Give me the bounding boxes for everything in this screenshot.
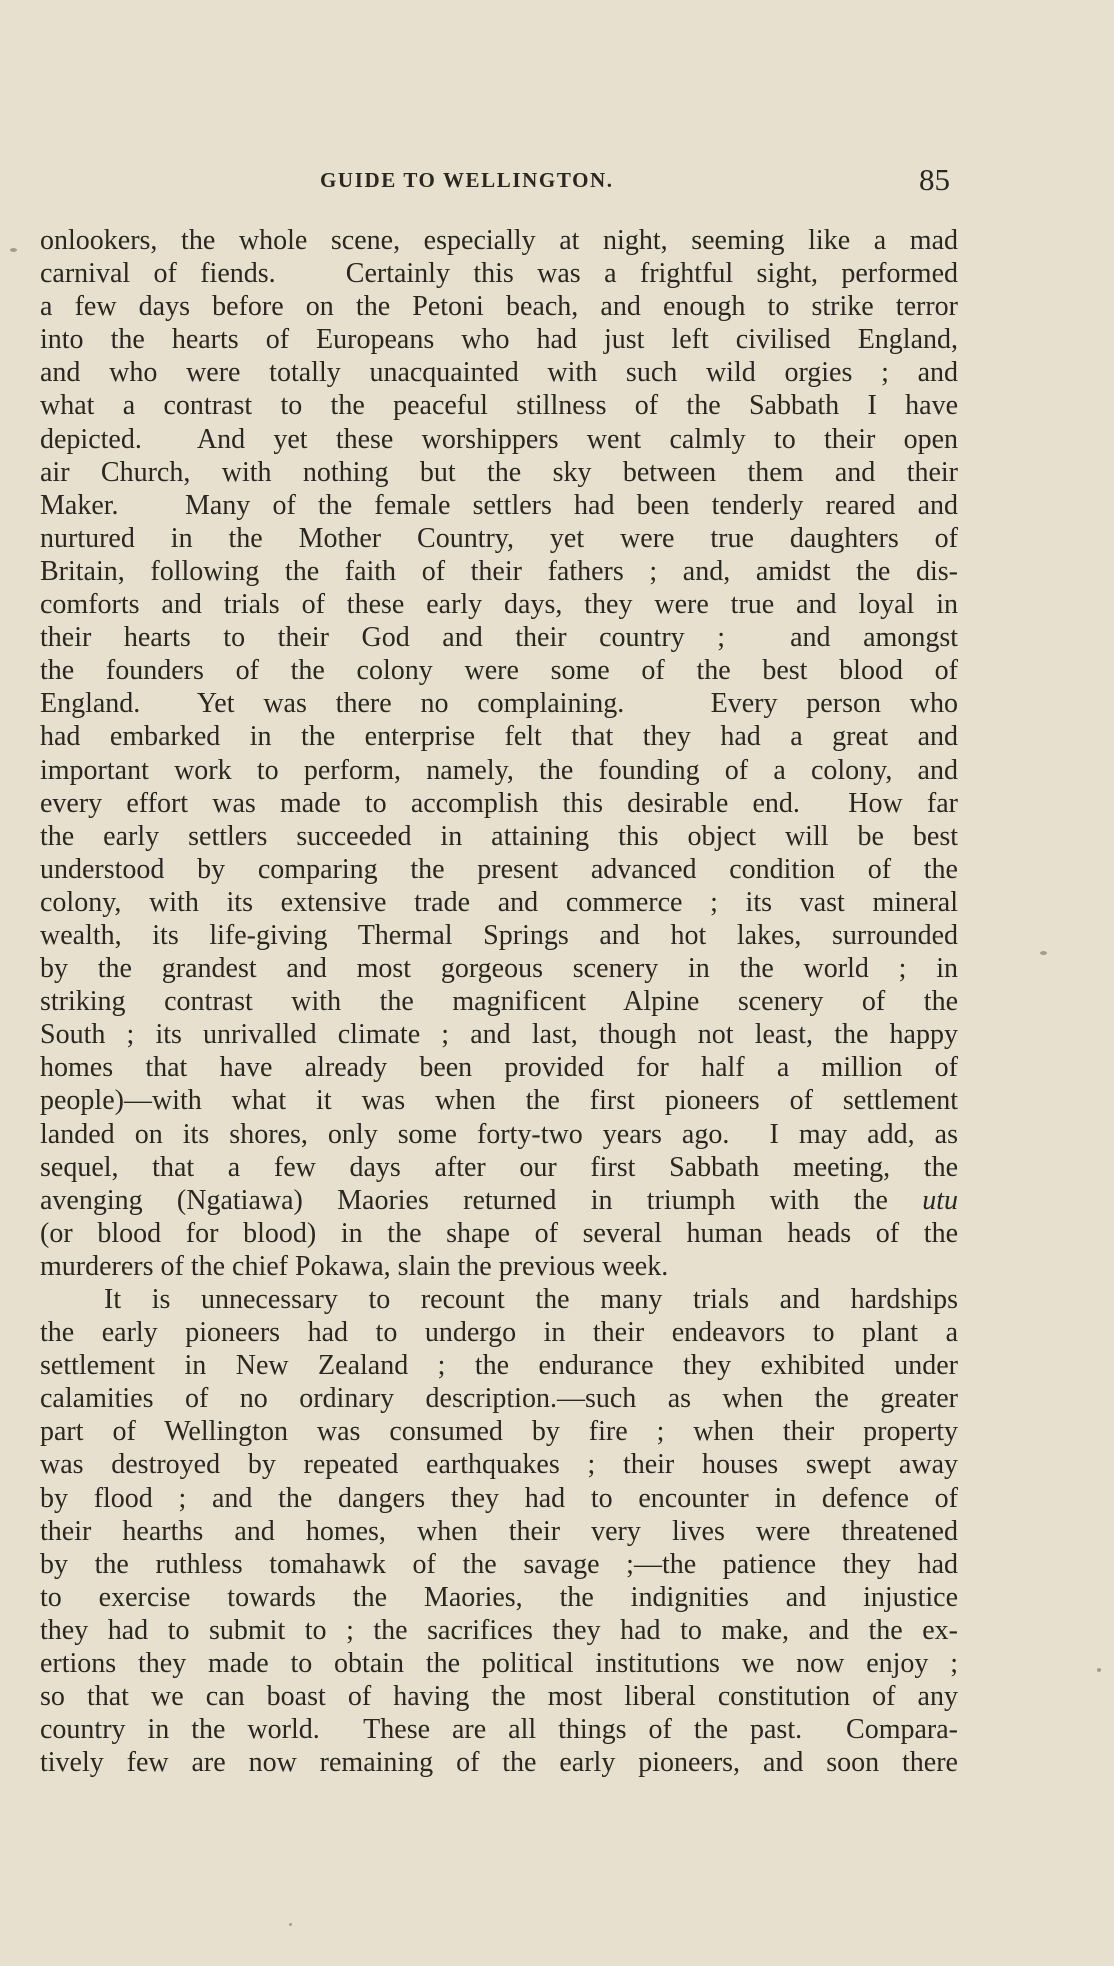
text-run: It is unnecessary to recount the many trials and hardships: [104, 1284, 958, 1315]
text-run: country in the world. These are all things of the past. Compara-: [40, 1714, 958, 1746]
text-line: [40, 754, 958, 787]
text-run: murderers of the chief Pokawa, slain the previous week.: [40, 1250, 669, 1282]
text-run: by the grandest and most gorgeous scenery in the world ; in: [40, 953, 958, 985]
text-line: [40, 654, 958, 687]
text-line: [40, 1349, 958, 1382]
text-run: people)—with what it was when the first pioneers of settlement: [40, 1085, 958, 1117]
text-run: into the hearts of Europeans who had just left civilised England,: [40, 324, 958, 356]
text-run: important work to perform, namely, the founding of a colony, and: [40, 754, 958, 786]
text-line: [40, 555, 958, 588]
text-run: what a contrast to the peaceful stillness of the Sabbath I have: [40, 390, 958, 422]
text-line: [40, 985, 958, 1018]
text-line: [40, 489, 958, 522]
text-line: [40, 1581, 958, 1614]
text-run: carnival of fiends. Certainly this was a frightful sight, performed: [40, 258, 958, 290]
text-line: [40, 323, 958, 356]
text-line: [40, 1316, 958, 1349]
text-line: [40, 1382, 958, 1415]
text-run: every effort was made to accomplish this desirable end. How far: [40, 787, 958, 819]
text-line: [40, 1051, 958, 1084]
text-run: England. Yet was there no complaining. Every person who: [40, 688, 958, 720]
text-run: by flood ; and the dangers they had to encounter in defence of: [40, 1482, 958, 1514]
text-line: [40, 588, 958, 621]
text-run: South ; its unrivalled climate ; and last, though not least, the happy: [40, 1019, 958, 1051]
text-run: their hearths and homes, when their very lives were threatened: [40, 1515, 958, 1547]
text-line: [40, 1250, 958, 1283]
text-run: the early pioneers had to undergo in their endeavors to plant a: [40, 1317, 958, 1349]
text-line: [40, 687, 958, 720]
text-line: [40, 1515, 958, 1548]
text-run: and who were totally unacquainted with such wild orgies ; and: [40, 357, 958, 389]
text-run: calamities of no ordinary description.—such as when the greater: [40, 1383, 958, 1415]
text-line: [40, 1217, 958, 1250]
text-line: [40, 257, 958, 290]
text-line: [40, 1614, 958, 1647]
text-run: homes that have already been provided for half a million of: [40, 1052, 958, 1084]
text-line: [40, 1084, 958, 1117]
text-run: striking contrast with the magnificent Alpine scenery of the: [40, 986, 958, 1018]
text-line: [40, 1647, 958, 1680]
paper-speck: [10, 248, 17, 252]
text-line: [40, 1118, 958, 1151]
paper-speck: [1040, 951, 1047, 955]
text-line: [40, 1746, 958, 1779]
paper-speck: [1097, 1668, 1101, 1672]
text-run: air Church, with nothing but the sky between them and their: [40, 456, 958, 488]
text-run: tively few are now remaining of the early pioneers, and soon there: [40, 1747, 958, 1779]
text-line: [40, 1184, 958, 1217]
text-line: [40, 1713, 958, 1746]
text-run: comforts and trials of these early days, they were true and loyal in: [40, 589, 958, 621]
text-run: the early settlers succeeded in attaining this object will be best: [40, 820, 958, 852]
text-line: [40, 423, 958, 456]
text-run: a few days before on the Petoni beach, and enough to strike terror: [40, 291, 958, 323]
text-line: [40, 1018, 958, 1051]
text-run: (or blood for blood) in the shape of several human heads of the: [40, 1217, 958, 1249]
text-line: [40, 389, 958, 422]
text-line: [40, 1548, 958, 1581]
text-line: [40, 522, 958, 555]
text-line: [40, 919, 958, 952]
text-run: landed on its shores, only some forty-two years ago. I may add, as: [40, 1118, 958, 1150]
text-run: to exercise towards the Maories, the indignities and injustice: [40, 1581, 958, 1613]
text-line: [40, 886, 958, 919]
running-head: GUIDE TO WELLINGTON.: [320, 168, 614, 192]
page-number: 85: [919, 162, 950, 197]
text-line: [40, 356, 958, 389]
text-run: colony, with its extensive trade and commerce ; its vast mineral: [40, 886, 958, 918]
text-run: Britain, following the faith of their fathers ; and, amidst the dis-: [40, 555, 958, 587]
text-run: onlookers, the whole scene, especially at night, seeming like a mad: [40, 225, 958, 256]
italic-word: utu: [922, 1184, 958, 1216]
text-run: nurtured in the Mother Country, yet were true daughters of: [40, 522, 958, 554]
text-line: [40, 1283, 958, 1316]
text-run: settlement in New Zealand ; the endurance they exhibited under: [40, 1350, 958, 1382]
text-line: [40, 224, 958, 257]
text-line: [40, 621, 958, 654]
text-run: their hearts to their God and their country ; and amongst: [40, 622, 958, 654]
text-run: they had to submit to ; the sacrifices they had to make, and the ex-: [40, 1614, 958, 1646]
text-run: sequel, that a few days after our first Sabbath meeting, the: [40, 1151, 958, 1183]
text-run: part of Wellington was consumed by fire ; when their property: [40, 1416, 958, 1448]
text-line: [40, 1415, 958, 1448]
text-line: [40, 1482, 958, 1515]
text-run: was destroyed by repeated earthquakes ; their houses swept away: [40, 1449, 958, 1481]
text-line: [40, 787, 958, 820]
text-run: by the ruthless tomahawk of the savage ;—the patience they had: [40, 1548, 958, 1580]
text-run: had embarked in the enterprise felt that they had a great and: [40, 721, 958, 753]
text-run: avenging (Ngatiawa) Maories returned in triumph with the: [40, 1184, 923, 1216]
text-line: [40, 1680, 958, 1713]
text-run: depicted. And yet these worshippers went calmly to their open: [40, 423, 958, 455]
text-line: [40, 853, 958, 886]
text-run: so that we can boast of having the most liberal constitution of any: [40, 1681, 958, 1713]
text-run: understood by comparing the present advanced condition of the: [40, 853, 958, 885]
text-line: [40, 720, 958, 753]
paper-speck: [289, 1923, 292, 1926]
text-line: [40, 952, 958, 985]
text-run: ertions they made to obtain the political institutions we now enjoy ;: [40, 1648, 958, 1680]
text-line: [40, 456, 958, 489]
body-text: [40, 224, 958, 1779]
text-run: Maker. Many of the female settlers had been tenderly reared and: [40, 489, 958, 521]
text-run: the founders of the colony were some of the best blood of: [40, 655, 958, 687]
text-line: [40, 820, 958, 853]
text-line: [40, 290, 958, 323]
text-line: [40, 1151, 958, 1184]
text-run: wealth, its life-giving Thermal Springs and hot lakes, surrounded: [40, 919, 958, 951]
text-line: [40, 1448, 958, 1481]
